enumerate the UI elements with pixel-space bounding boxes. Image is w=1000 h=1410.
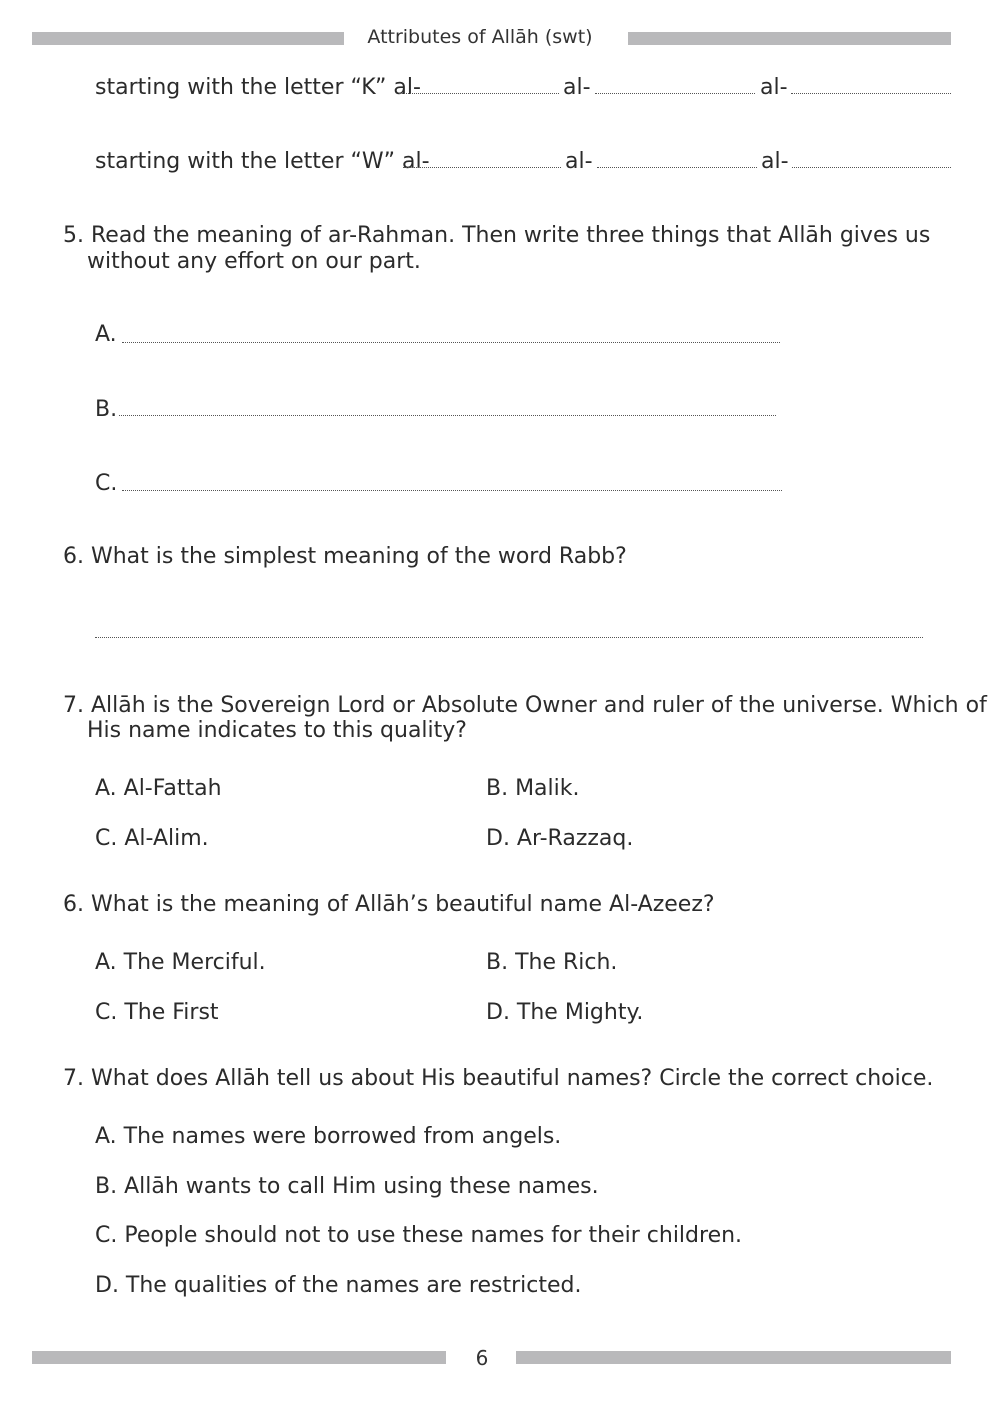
q6-azeez-option-c[interactable]: C. The First <box>95 1000 219 1025</box>
q6-rabb-answer[interactable] <box>95 637 923 638</box>
letter-k-al-3: al- <box>760 75 788 100</box>
letter-w-blank-2[interactable] <box>597 167 757 168</box>
q5-text-line2: without any effort on our part. <box>87 249 421 274</box>
letter-w-blank-3[interactable] <box>792 167 951 168</box>
q5-label-a: A. <box>95 322 117 347</box>
q7-option-b[interactable]: B. Malik. <box>486 776 580 801</box>
q6-azeez-option-a[interactable]: A. The Merciful. <box>95 950 266 975</box>
q7-names-text: 7. What does Allāh tell us about His beautiful names? Circle the correct choice. <box>63 1066 934 1091</box>
q7-names-option-c[interactable]: C. People should not to use these names for their children. <box>95 1223 743 1248</box>
letter-w-al-2: al- <box>565 149 593 174</box>
q5-answer-b[interactable] <box>119 415 776 416</box>
q7-option-c[interactable]: C. Al-Alim. <box>95 826 209 851</box>
letter-k-prefix: starting with the letter “K” al- <box>95 75 421 100</box>
q7-option-a[interactable]: A. Al-Fattah <box>95 776 222 801</box>
q7-sovereign-line2: His name indicates to this quality? <box>87 718 467 743</box>
page-number: 6 <box>475 1346 489 1370</box>
letter-k-blank-3[interactable] <box>791 93 951 94</box>
letter-k-al-2: al- <box>563 75 591 100</box>
q7-names-option-b[interactable]: B. Allāh wants to call Him using these names. <box>95 1174 599 1199</box>
header-bar-right <box>628 32 951 45</box>
letter-k-blank-1[interactable] <box>399 93 559 94</box>
page-header-title: Attributes of Allāh (swt) <box>367 26 593 48</box>
letter-k-blank-2[interactable] <box>595 93 755 94</box>
q7-sovereign-line1: 7. Allāh is the Sovereign Lord or Absolute Owner and ruler of the universe. Which of <box>63 693 987 718</box>
letter-w-prefix: starting with the letter “W” al- <box>95 149 430 174</box>
q7-names-option-d[interactable]: D. The qualities of the names are restricted. <box>95 1273 582 1298</box>
q6-azeez-option-b[interactable]: B. The Rich. <box>486 950 618 975</box>
q6-azeez-text: 6. What is the meaning of Allāh’s beautiful name Al-Azeez? <box>63 892 715 917</box>
q5-answer-a[interactable] <box>122 342 780 343</box>
q6-rabb-text: 6. What is the simplest meaning of the word Rabb? <box>63 544 627 569</box>
q7-option-d[interactable]: D. Ar-Razzaq. <box>486 826 634 851</box>
letter-w-blank-1[interactable] <box>403 167 561 168</box>
q5-text-line1: 5. Read the meaning of ar-Rahman. Then write three things that Allāh gives us <box>63 223 931 248</box>
letter-w-al-3: al- <box>761 149 789 174</box>
q5-label-c: C. <box>95 471 118 496</box>
footer-bar-right <box>516 1351 951 1364</box>
q6-azeez-option-d[interactable]: D. The Mighty. <box>486 1000 644 1025</box>
q7-names-option-a[interactable]: A. The names were borrowed from angels. <box>95 1124 562 1149</box>
q5-answer-c[interactable] <box>122 490 782 491</box>
q5-label-b: B. <box>95 397 118 422</box>
